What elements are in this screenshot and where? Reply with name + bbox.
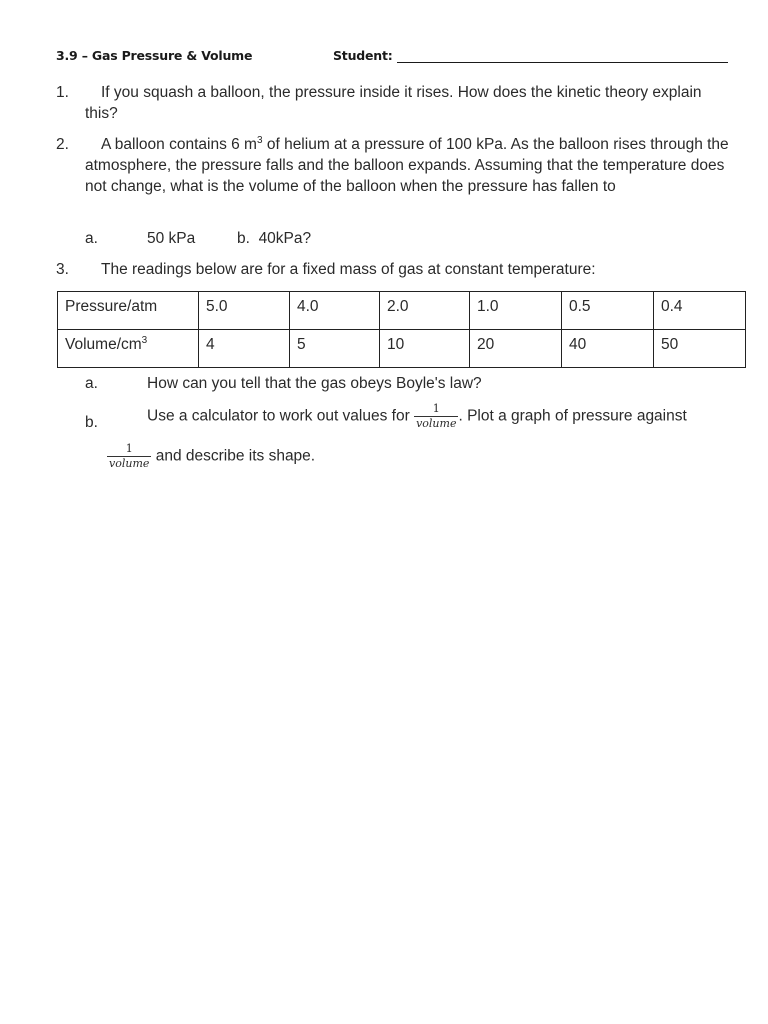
table-row-pressure <box>58 292 746 330</box>
question-3 <box>0 259 768 281</box>
question-number: 1. <box>56 84 69 101</box>
question-3-part-a-label: a. <box>85 375 98 392</box>
worksheet-title: 3.9 – Gas Pressure & Volume <box>56 48 253 63</box>
part-label: a. <box>85 230 98 247</box>
table-cell: 4 <box>199 330 290 368</box>
table-row-volume <box>58 330 746 368</box>
fraction-one-over-volume: $\frac{1}{\text{volume}}$ <box>416 402 457 430</box>
table-cell: 10 <box>380 330 470 368</box>
part-text: 40kPa? <box>258 230 312 247</box>
table-cell: 0.4 <box>654 292 746 330</box>
question-text: If you squash a balloon, the pressure inside it rises. How does the kinetic theory explain this? <box>85 84 702 122</box>
question-number: 2. <box>56 136 69 153</box>
part-label: b. <box>237 230 250 247</box>
table-cell: 50 <box>654 330 746 368</box>
question-3-part-b-line2: $\frac{1}{\text{volume}}$ and describe its shape. <box>109 442 316 470</box>
student-label: Student: <box>333 48 393 63</box>
table-cell: 1.0 <box>470 292 562 330</box>
question-2 <box>0 134 768 224</box>
row-header-pressure: Pressure/atm <box>58 292 199 330</box>
table-cell: 40 <box>562 330 654 368</box>
table-cell: 20 <box>470 330 562 368</box>
question-3-part-b-line1: Use a calculator to work out values for $\frac{1}{\text{volume}}$ . Plot a graph of pressure against <box>147 402 687 430</box>
row-header-volume: Volume/$cm^3$ <box>58 330 199 368</box>
question-2-part-a-text: 50 kPa <box>147 230 196 247</box>
table-cell: 5 <box>290 330 380 368</box>
question-3-part-a-text: How can you tell that the gas obeys Boyle's law? <box>147 375 482 392</box>
question-2-part-a <box>85 228 98 249</box>
question-1 <box>0 82 768 126</box>
table-cell: 2.0 <box>380 292 470 330</box>
fraction-one-over-volume: $\frac{1}{\text{volume}}$ <box>109 442 150 470</box>
question-3-part-b-label: b. <box>85 414 98 431</box>
question-2-part-b <box>237 228 311 249</box>
readings-table <box>57 291 746 368</box>
question-text: A balloon contains 6 $m^3$ of helium at a pressure of 100 kPa. As the balloon rises through the atmosphere, the pressure falls and the balloon expands. Assuming that the temperature does not change, what is the volume of the balloon when the pressure has fallen to <box>85 134 729 195</box>
question-text: The readings below are for a fixed mass of gas at constant temperature: <box>101 261 596 278</box>
table-cell: 0.5 <box>562 292 654 330</box>
table-cell: 5.0 <box>199 292 290 330</box>
table-cell: 4.0 <box>290 292 380 330</box>
student-name-line[interactable] <box>397 62 728 63</box>
question-number: 3. <box>56 261 69 278</box>
